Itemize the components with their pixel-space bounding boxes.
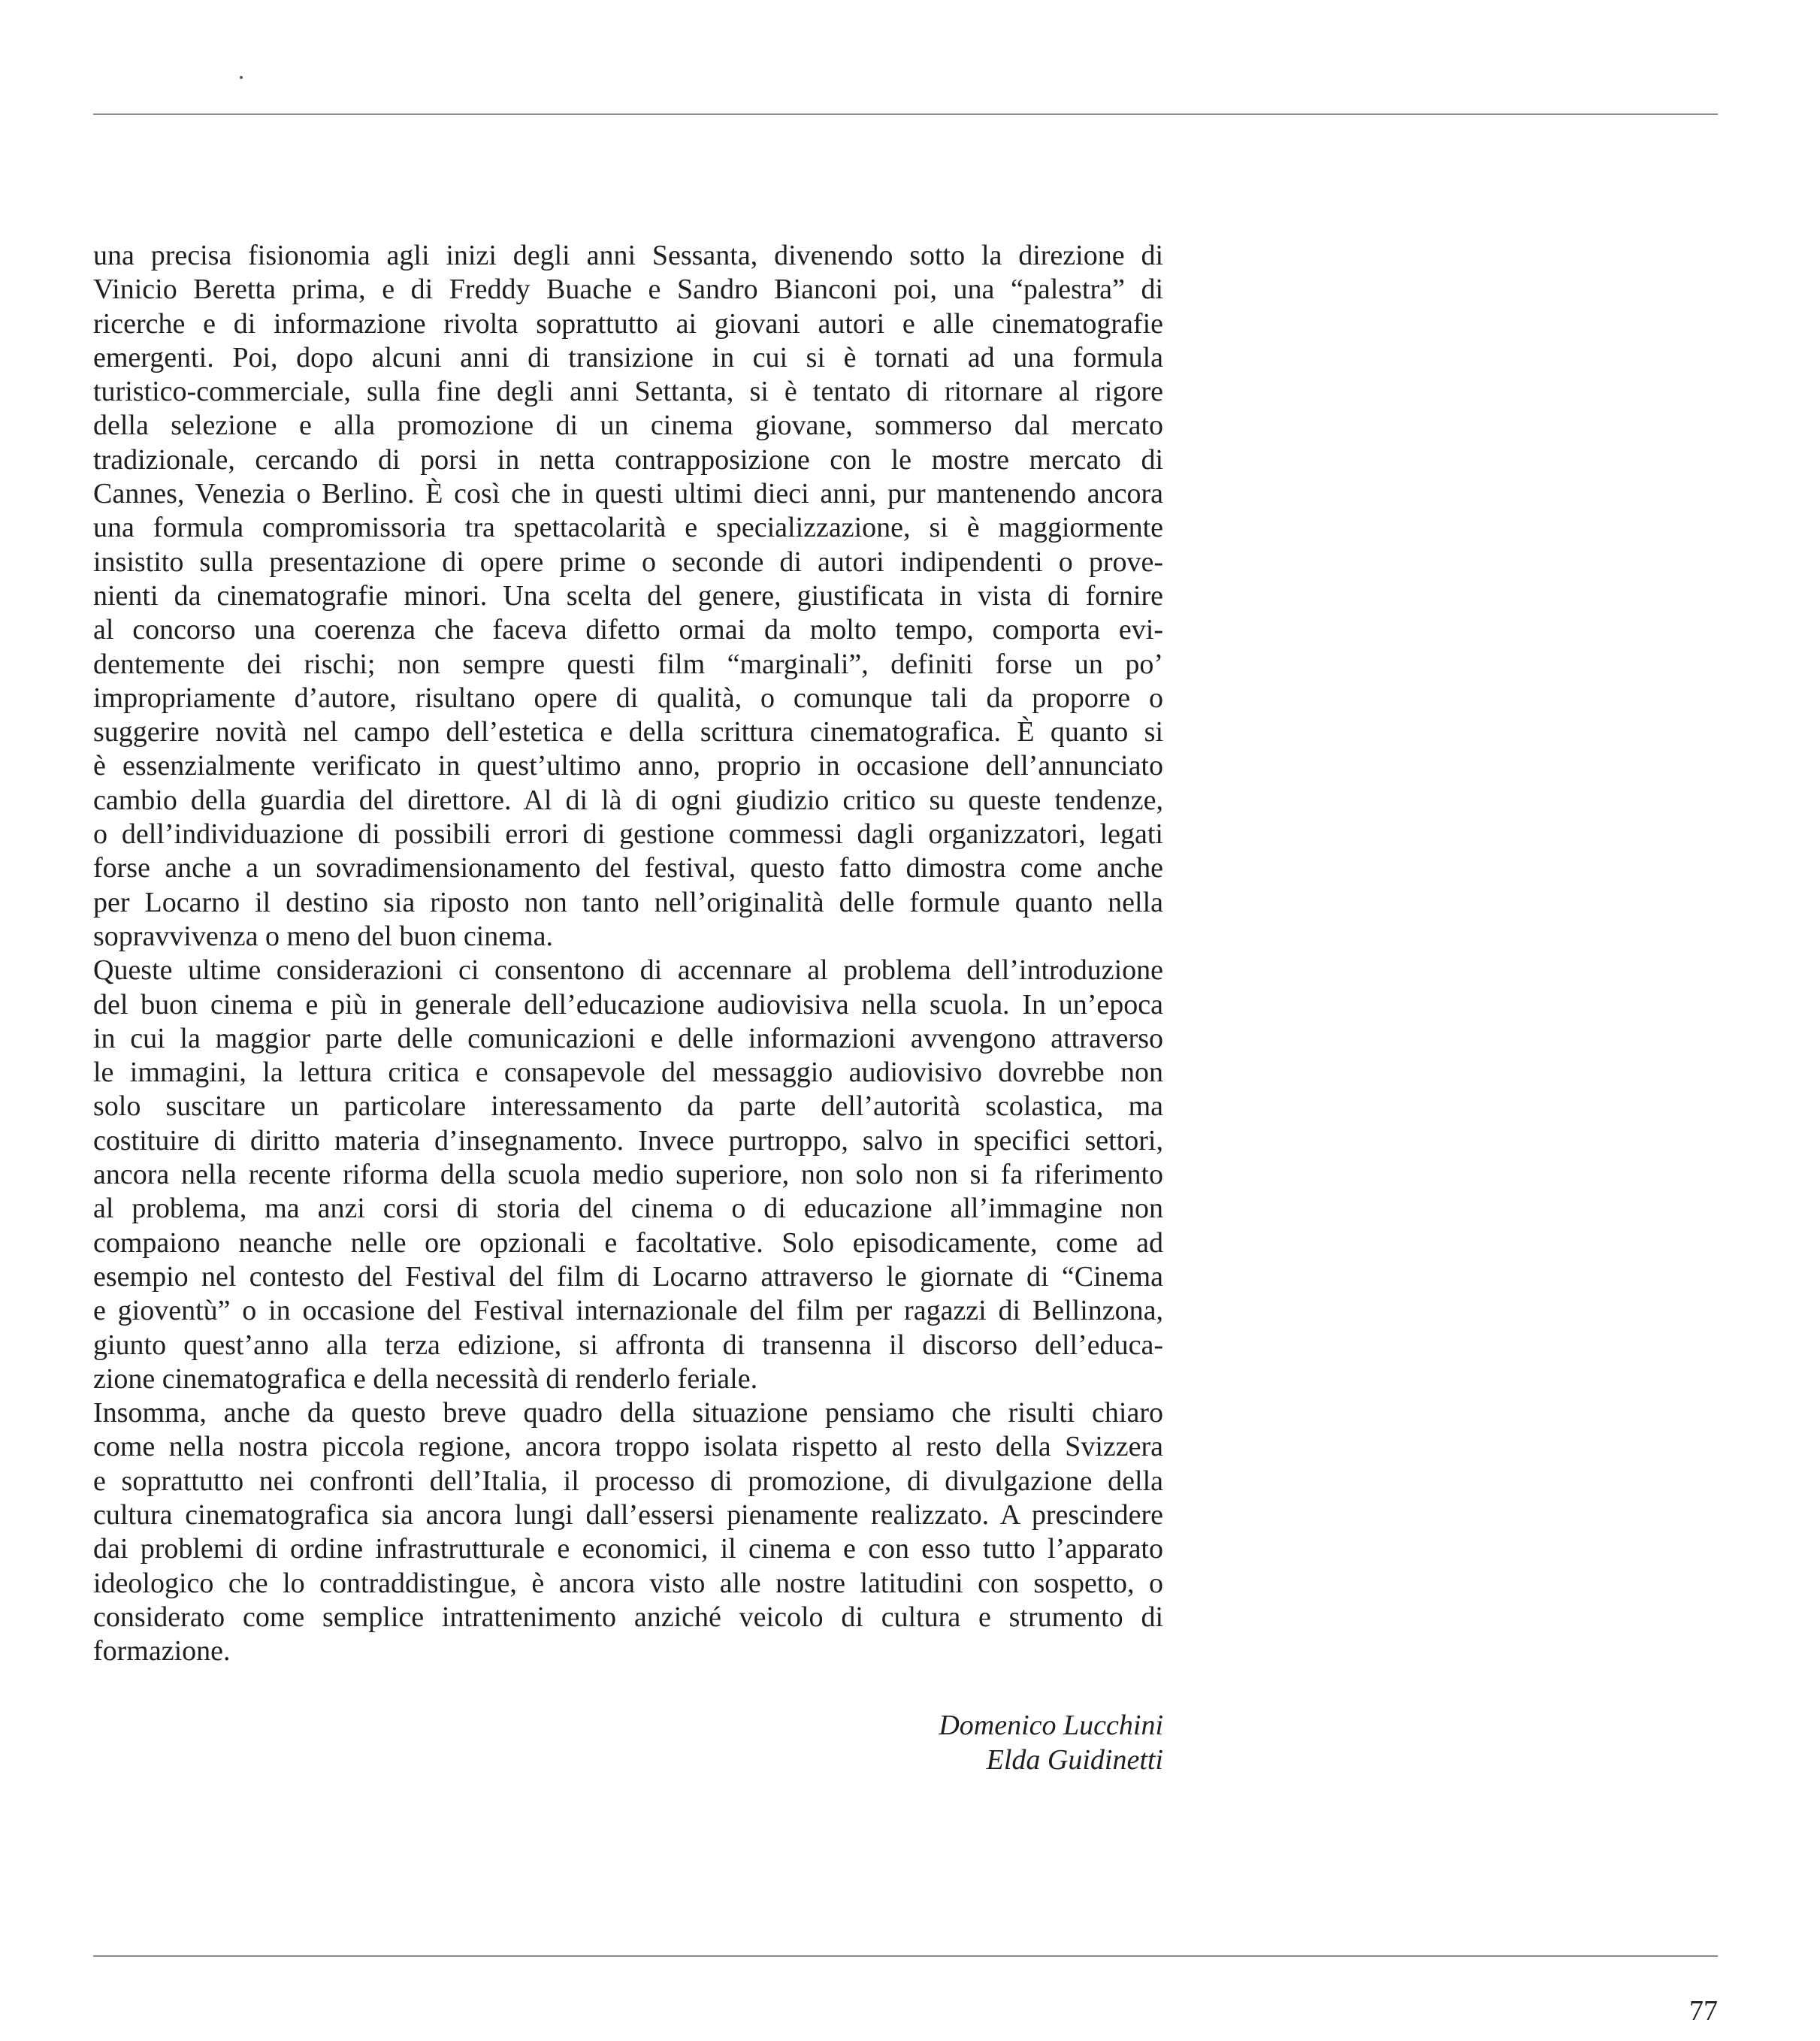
text-line: per Locarno il destino sia riposto non tanto nell’originalità delle formule quanto nella xyxy=(93,886,1163,918)
text-line: giunto quest’anno alla terza edizione, si affronta di transenna il discorso dell’educa- xyxy=(93,1329,1163,1361)
article-body xyxy=(93,239,1163,1668)
text-line: e gioventù” o in occasione del Festival internazionale del film per ragazzi di Bellinzona, xyxy=(93,1295,1163,1327)
text-line: suggerire novità nel campo dell’estetica e della scrittura cinematografica. È quanto si xyxy=(93,716,1163,748)
text-line: come nella nostra piccola regione, ancora troppo isolata rispetto al resto della Svizzera xyxy=(93,1431,1163,1463)
text-line: formazione. xyxy=(93,1635,231,1668)
paragraph-3 xyxy=(93,1396,1163,1668)
signature-block xyxy=(751,1708,1163,1777)
text-line: del buon cinema e più in generale dell’educazione audiovisiva nella scuola. In un’epoca xyxy=(93,988,1163,1020)
text-line: Cannes, Venezia o Berlino. È così che in questi ultimi dieci anni, pur mantenendo ancora xyxy=(93,478,1163,510)
text-line: esempio nel contesto del Festival del film di Locarno attraverso le giornate di “Cinema xyxy=(93,1260,1163,1293)
text-line: le immagini, la lettura critica e consapevole del messaggio audiovisivo dovrebbe non xyxy=(93,1057,1163,1089)
text-line: una formula compromissoria tra spettacolarità e specializzazione, si è maggiormente xyxy=(93,512,1163,544)
text-line: sopravvivenza o meno del buon cinema. xyxy=(93,920,554,952)
text-line: è essenzialmente verificato in quest’ultimo anno, proprio in occasione dell’annunciato xyxy=(93,750,1163,782)
text-line: Queste ultime considerazioni ci consentono di accennare al problema dell’introduzione xyxy=(93,954,1163,987)
paragraph-2 xyxy=(93,954,1163,1396)
text-line: cultura cinematografica sia ancora lungi dall’essersi pienamente realizzato. A prescindere xyxy=(93,1498,1163,1531)
text-line: dai problemi di ordine infrastrutturale e economici, il cinema e con esso tutto l’apparato xyxy=(93,1533,1163,1565)
text-line: Vinicio Beretta prima, e di Freddy Buache e Sandro Bianconi poi, una “palestra” di xyxy=(93,274,1163,306)
text-line: in cui la maggior parte delle comunicazioni e delle informazioni avvengono attraverso xyxy=(93,1022,1163,1054)
footer-rule xyxy=(93,1955,1718,1957)
text-line: compaiono neanche nelle ore opzionali e facoltative. Solo episodicamente, come ad xyxy=(93,1226,1163,1259)
text-line: al problema, ma anzi corsi di storia del cinema o di educazione all’immagine non xyxy=(93,1193,1163,1225)
page-number: 77 xyxy=(1689,1995,1718,2027)
paragraph-1 xyxy=(93,239,1163,954)
text-line: ancora nella recente riforma della scuola medio superiore, non solo non si fa riferimento xyxy=(93,1159,1163,1191)
text-line: o dell’individuazione di possibili errori di gestione commessi dagli organizzatori, legati xyxy=(93,818,1163,851)
scan-speck xyxy=(240,76,243,79)
text-line: e soprattutto nei confronti dell’Italia, il processo di promozione, di divulgazione della xyxy=(93,1465,1163,1497)
text-line: turistico-commerciale, sulla fine degli anni Settanta, si è tentato di ritornare al rigore xyxy=(93,376,1163,408)
author-name: Domenico Lucchini xyxy=(939,1710,1163,1741)
text-line: insistito sulla presentazione di opere prime o seconde di autori indipendenti o prove- xyxy=(93,546,1163,578)
text-line: della selezione e alla promozione di un cinema giovane, sommerso dal mercato xyxy=(93,410,1163,442)
text-line: ricerche e di informazione rivolta soprattutto ai giovani autori e alle cinematografie xyxy=(93,307,1163,340)
text-line: cambio della guardia del direttore. Al di là di ogni giudizio critico su queste tendenze, xyxy=(93,784,1163,816)
text-line: nienti da cinematografie minori. Una scelta del genere, giustificata in vista di fornire xyxy=(93,579,1163,612)
text-line: una precisa fisionomia agli inizi degli anni Sessanta, divenendo sotto la direzione di xyxy=(93,240,1163,271)
text-line: Insomma, anche da questo breve quadro della situazione pensiamo che risulti chiaro xyxy=(93,1397,1163,1429)
text-line: tradizionale, cercando di porsi in netta contrapposizione con le mostre mercato di xyxy=(93,443,1163,476)
text-line: costituire di diritto materia d’insegnamento. Invece purtroppo, salvo in specifici settori, xyxy=(93,1124,1163,1157)
text-line: impropriamente d’autore, risultano opere di qualità, o comunque tali da proporre o xyxy=(93,682,1163,714)
text-line: emergenti. Poi, dopo alcuni anni di transizione in cui si è tornati ad una formula xyxy=(93,341,1163,373)
text-line: solo suscitare un particolare interessamento da parte dell’autorità scolastica, ma xyxy=(93,1090,1163,1123)
text-line: ideologico che lo contraddistingue, è ancora visto alle nostre latitudini con sospetto, o xyxy=(93,1567,1163,1599)
text-line: dentemente dei rischi; non sempre questi film “marginali”, definiti forse un po’ xyxy=(93,648,1163,680)
text-line: forse anche a un sovradimensionamento del festival, questo fatto dimostra come anche xyxy=(93,852,1163,884)
header-rule xyxy=(93,113,1718,115)
text-line: considerato come semplice intrattenimento anziché veicolo di cultura e strumento di xyxy=(93,1601,1163,1633)
text-line: zione cinematografica e della necessità di renderlo feriale. xyxy=(93,1362,758,1395)
author-name: Elda Guidinetti xyxy=(986,1744,1163,1776)
text-line: al concorso una coerenza che faceva difetto ormai da molto tempo, comporta evi- xyxy=(93,614,1163,646)
